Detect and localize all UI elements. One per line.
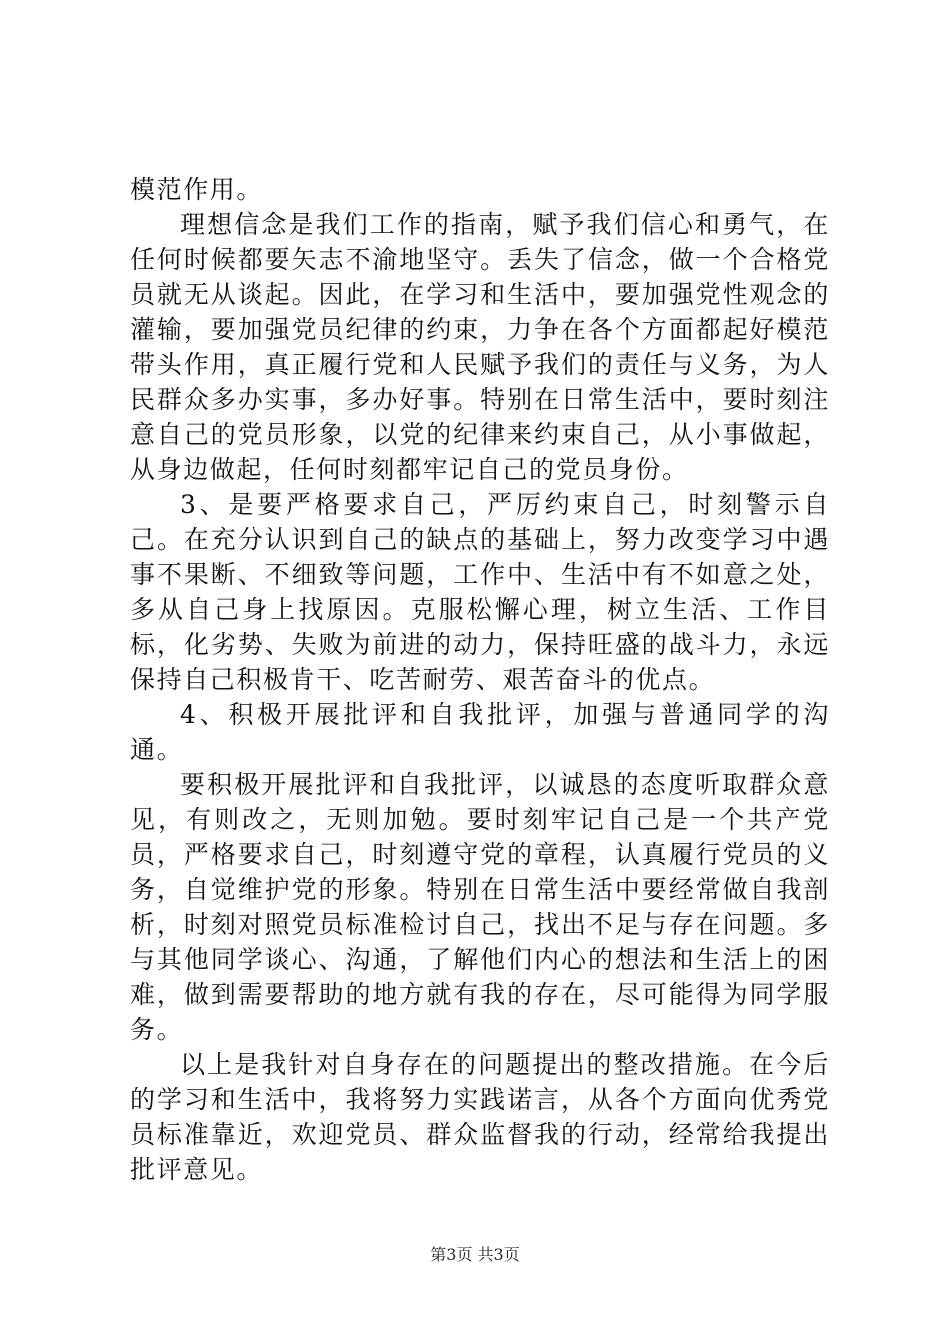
document-body (130, 172, 830, 1187)
paragraph-4: 4、积极开展批评和自我批评，加强与普通同学的沟通。 (130, 700, 830, 764)
paragraph-2: 理想信念是我们工作的指南，赋予我们信心和勇气，在任何时候都要矢志不渝地坚守。丢失了信念，做一个合格党员就无从谈起。因此，在学习和生活中，要加强党性观念的灌输，要加强党员纪律的约束，力争在各个方面都起好模范带头作用，真正履行党和人民赋予我们的责任与义务，为人民群众多办实事，多办好事。特别在日常生活中，要时刻注意自己的党员形象，以党的纪律来约束自己，从小事做起，从身边做起，任何时刻都牢记自己的党员身份。 (130, 210, 830, 484)
paragraph-6: 以上是我针对自身存在的问题提出的整改措施。在今后的学习和生活中，我将努力实践诺言，从各个方面向优秀党员标准靠近，欢迎党员、群众监督我的行动，经常给我提出批评意见。 (130, 1050, 830, 1184)
paragraph-1: 模范作用。 (130, 175, 264, 204)
paragraph-3: 3、是要严格要求自己，严厉约束自己，时刻警示自己。在充分认识到自己的缺点的基础上，努力改变学习中遇事不果断、不细致等问题，工作中、生活中有不如意之处，多从自己身上找原因。克服松懈心理，树立生活、工作目标，化劣势、失败为前进的动力，保持旺盛的战斗力，永远保持自己积极肯干、吃苦耐劳、艰苦奋斗的优点。 (130, 490, 830, 694)
page-number-footer: 第3页 共3页 (430, 1245, 520, 1264)
paragraph-5: 要积极开展批评和自我批评，以诚恳的态度听取群众意见，有则改之，无则加勉。要时刻牢记自己是一个共产党员，严格要求自己，时刻遵守党的章程，认真履行党员的义务，自觉维护党的形象。特别在日常生活中要经常做自我剖析，时刻对照党员标准检讨自己，找出不足与存在问题。多与其他同学谈心、沟通，了解他们内心的想法和生活上的困难，做到需要帮助的地方就有我的存在，尽可能得为同学服务。 (130, 770, 830, 1044)
